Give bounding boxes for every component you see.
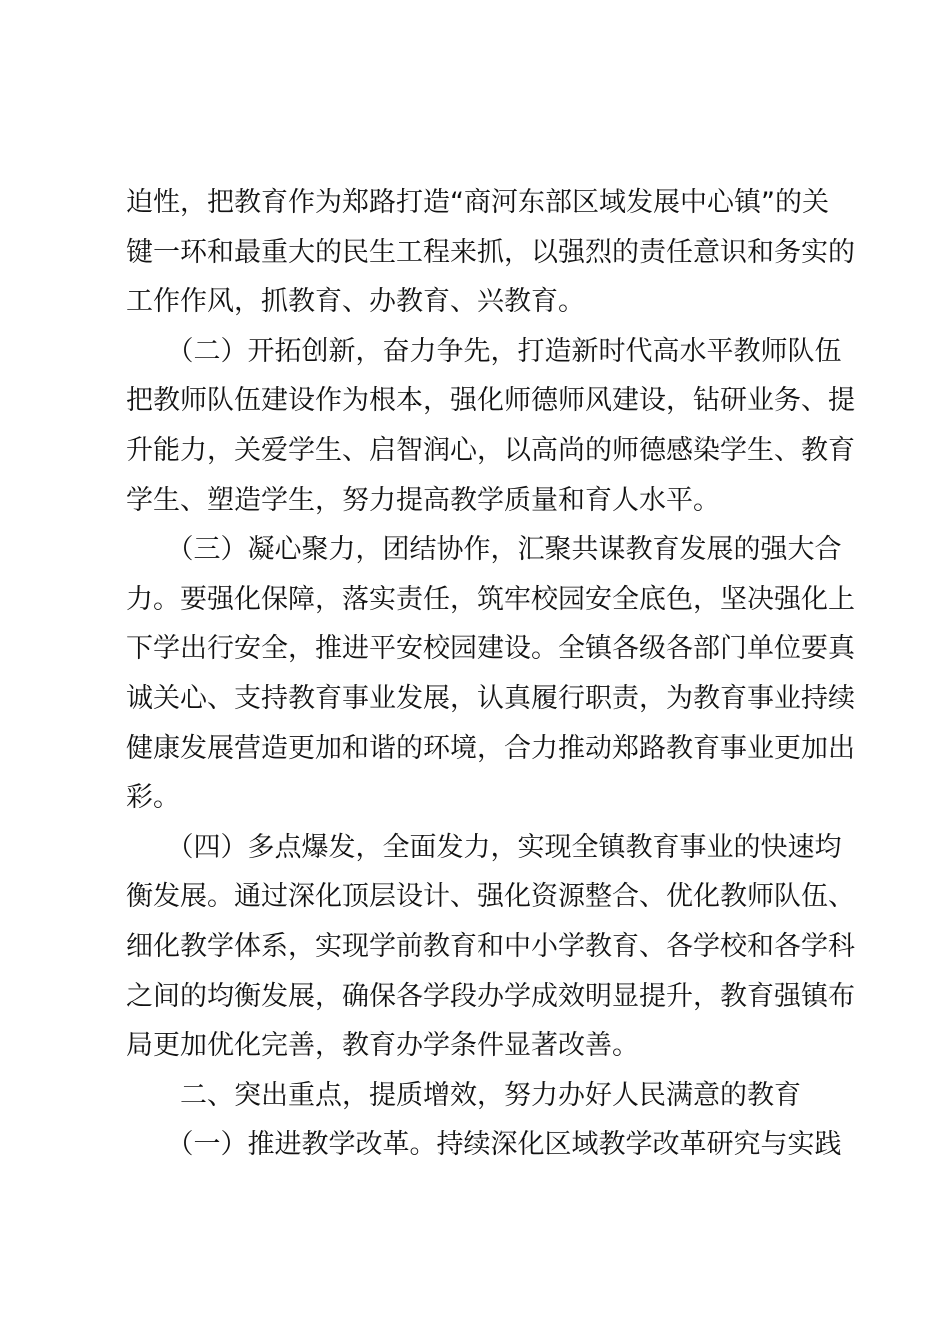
section-heading: 二、突出重点，提质增效，努力办好人民满意的教育 bbox=[126, 1079, 801, 1111]
text-line-13: 彩。 bbox=[126, 782, 180, 814]
text-line-5: 把教师队伍建设作为根本，强化师德师风建设，钻研业务、提 bbox=[126, 385, 855, 417]
text-line-6: 升能力，关爱学生、启智润心，以高尚的师德感染学生、教育 bbox=[126, 434, 855, 466]
document-body bbox=[126, 178, 855, 1170]
text-line-17: 之间的均衡发展，确保各学段办学成效明显提升，教育强镇布 bbox=[126, 980, 855, 1012]
text-line-4: （二）开拓创新，奋力争先，打造新时代高水平教师队伍 bbox=[126, 335, 842, 367]
text-line-15: 衡发展。通过深化顶层设计、强化资源整合、优化教师队伍、 bbox=[126, 881, 855, 913]
text-line-20: （一）推进教学改革。持续深化区域教学改革研究与实践 bbox=[126, 1129, 842, 1161]
text-line-14: （四）多点爆发，全面发力，实现全镇教育事业的快速均 bbox=[126, 831, 842, 863]
text-line-9: 力。要强化保障，落实责任，筑牢校园安全底色，坚决强化上 bbox=[126, 583, 855, 615]
text-line-16: 细化教学体系，实现学前教育和中小学教育、各学校和各学科 bbox=[126, 930, 855, 962]
text-line-2: 键一环和最重大的民生工程来抓，以强烈的责任意识和务实的 bbox=[126, 236, 855, 268]
text-line-12: 健康发展营造更加和谐的环境，合力推动郑路教育事业更加出 bbox=[126, 732, 855, 764]
text-line-8: （三）凝心聚力，团结协作，汇聚共谋教育发展的强大合 bbox=[126, 534, 842, 566]
text-line-11: 诚关心、支持教育事业发展，认真履行职责，为教育事业持续 bbox=[126, 682, 855, 714]
text-line-18: 局更加优化完善，教育办学条件显著改善。 bbox=[126, 1030, 639, 1062]
text-line-10: 下学出行安全，推进平安校园建设。全镇各级各部门单位要真 bbox=[126, 633, 855, 665]
text-line-1: 迫性，把教育作为郑路打造“商河东部区域发展中心镇”的关 bbox=[126, 187, 829, 218]
text-line-3: 工作作风，抓教育、办教育、兴教育。 bbox=[126, 286, 585, 318]
text-line-7: 学生、塑造学生，努力提高教学质量和育人水平。 bbox=[126, 484, 720, 516]
